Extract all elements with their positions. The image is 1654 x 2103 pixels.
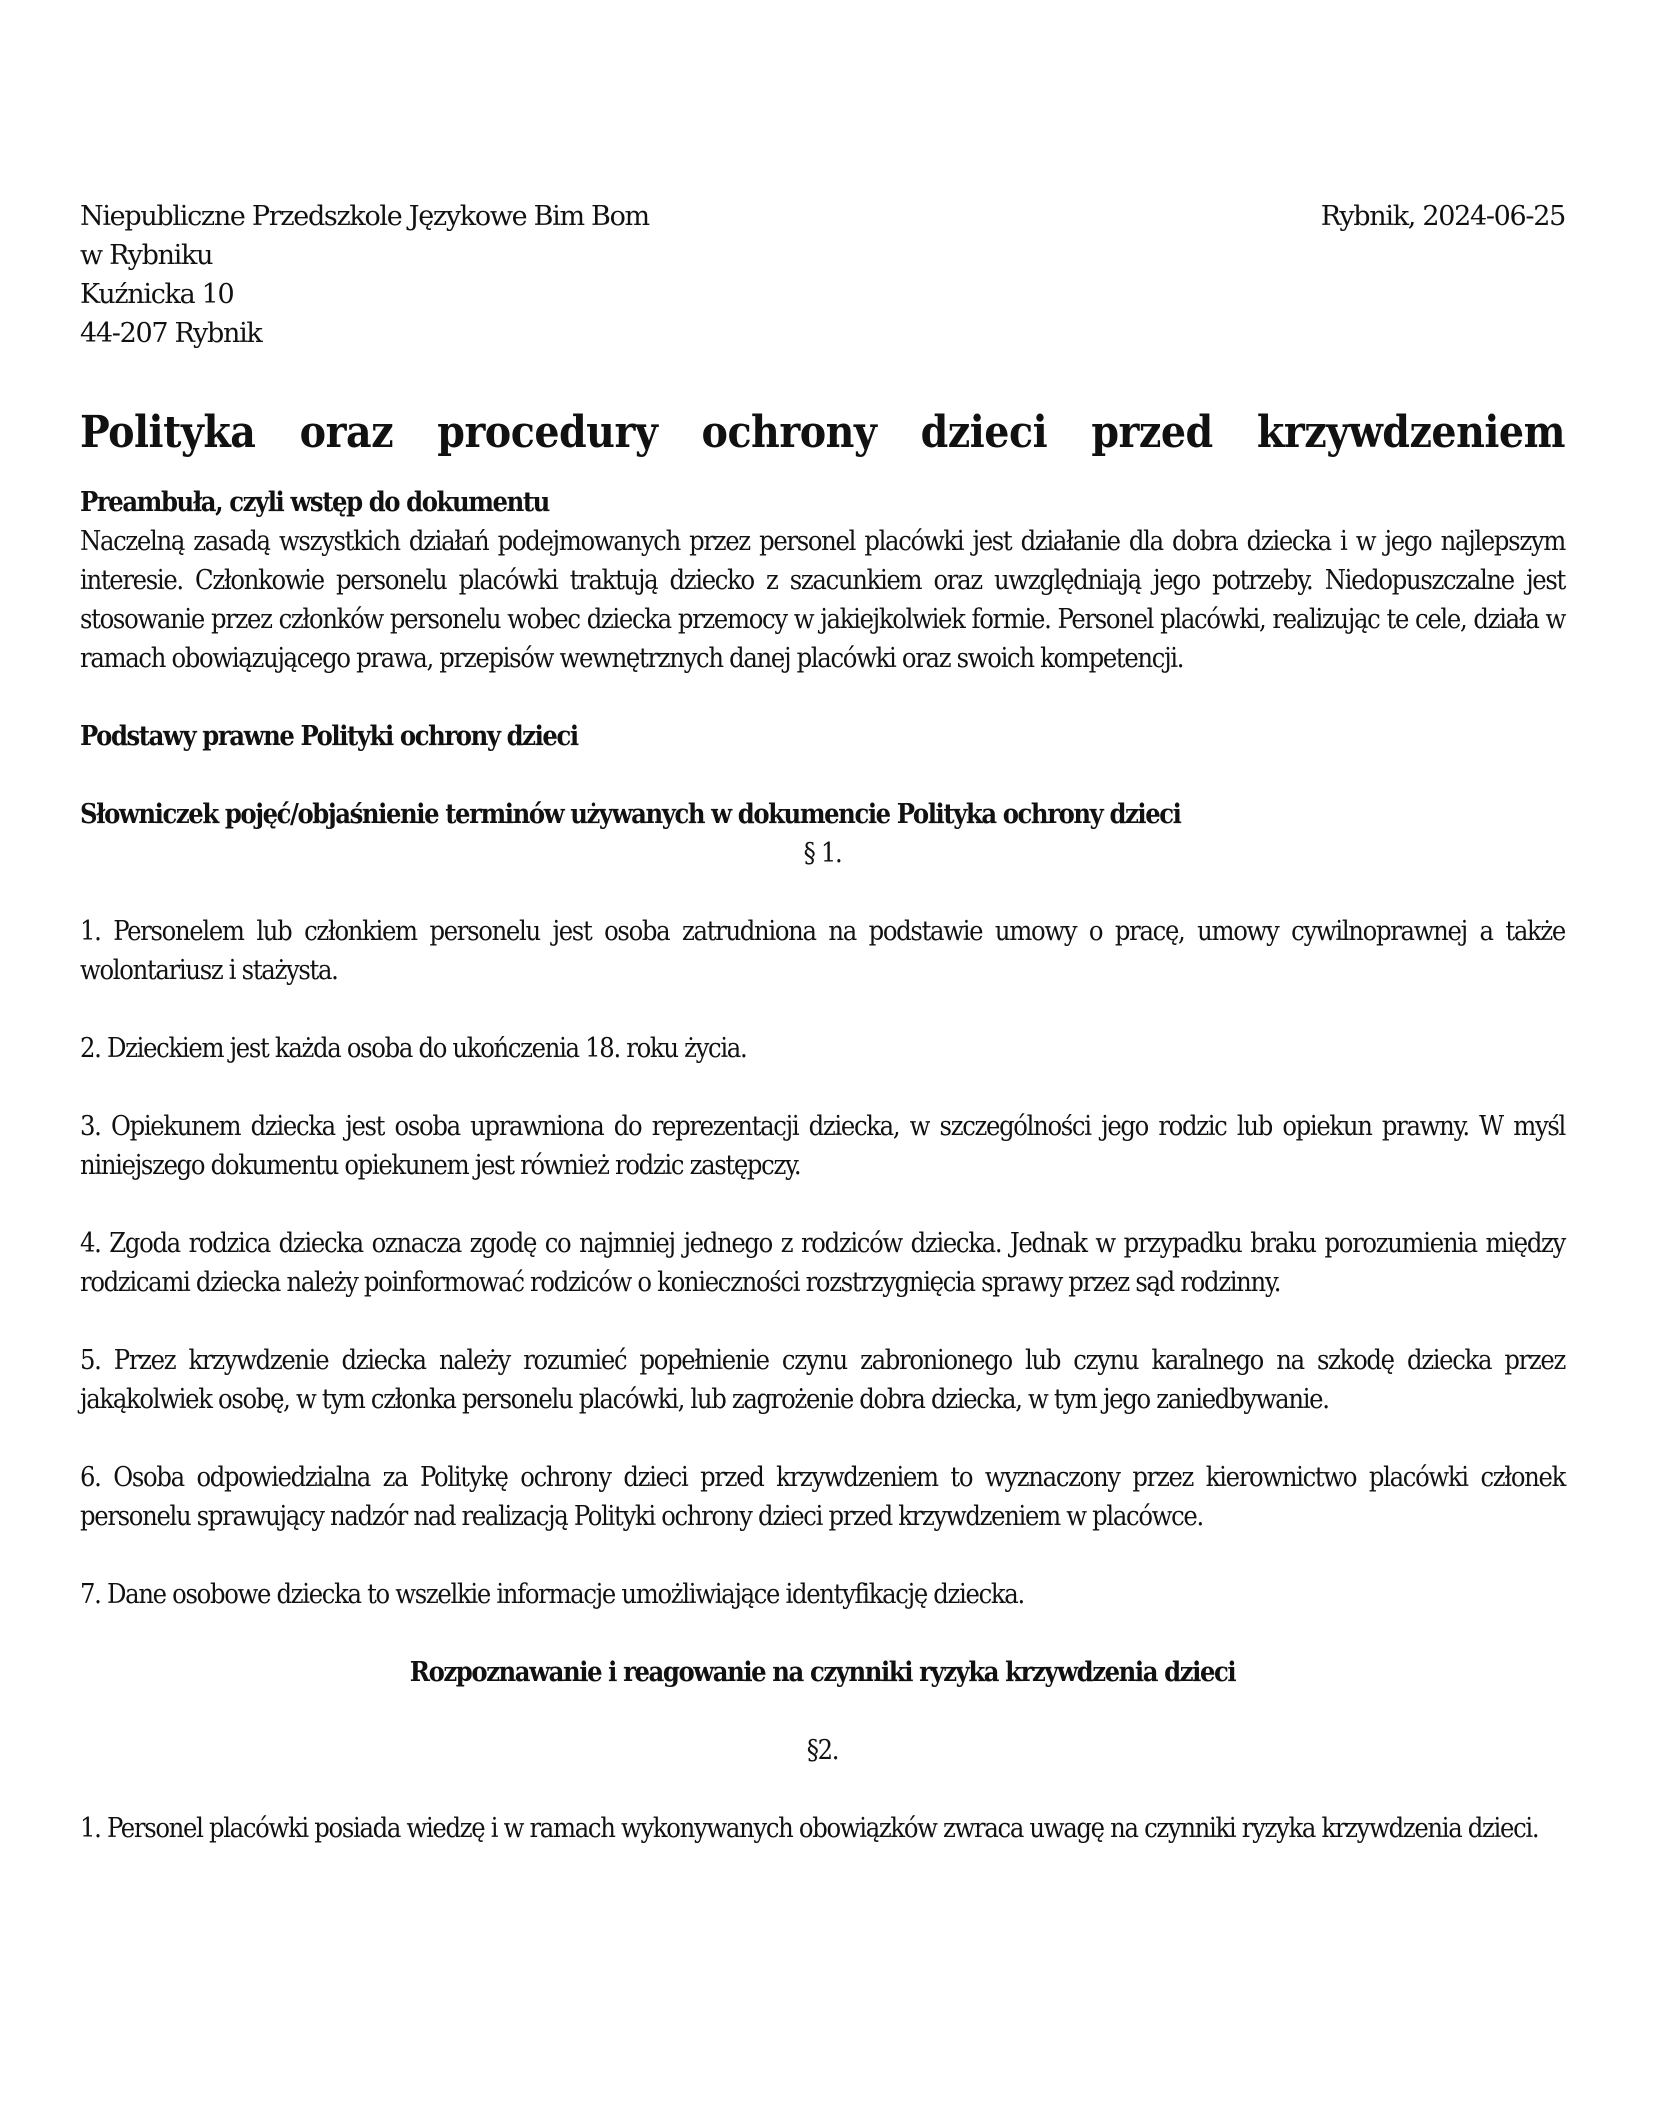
preamble-heading: Preambuła, czyli wstęp do dokumentu <box>80 487 549 518</box>
legal-basis-heading: Podstawy prawne Polityki ochrony dzieci <box>80 721 578 752</box>
glossary-item: 4. Zgoda rodzica dziecka oznacza zgodę co najmniej jednego z rodziców dziecka. Jednak w przypadku braku porozumienia między rodzicami dziecka należy poinformować rodziców o konieczności rozstrzygnięcia sprawy przez sąd rodzinny. <box>80 1228 1565 1298</box>
address-line: 44-207 Rybnik <box>80 318 262 349</box>
place-and-date: Rybnik, 2024-06-25 <box>1320 201 1565 232</box>
document-page <box>80 197 1565 1848</box>
section-mark-1: § 1. <box>803 838 842 869</box>
address-line: w Rybniku <box>80 240 213 271</box>
glossary-item: 6. Osoba odpowiedzialna za Politykę ochrony dzieci przed krzywdzeniem to wyznaczony przez kierownictwo placówki członek personelu sprawujący nadzór nad realizacją Polityki ochrony dzieci przed krzywdzeniem w placówce. <box>80 1462 1565 1532</box>
glossary-item: 3. Opiekunem dziecka jest osoba uprawniona do reprezentacji dziecka, w szczególności jego rodzic lub opiekun prawny. W myśl niniejszego dokumentu opiekunem jest również rodzic zastępczy. <box>80 1111 1565 1181</box>
risk-item: 1. Personel placówki posiada wiedzę i w ramach wykonywanych obowiązków zwraca uwagę na czynniki ryzyka krzywdzenia dzieci. <box>80 1813 1539 1844</box>
glossary-item: 1. Personelem lub członkiem personelu jest osoba zatrudniona na podstawie umowy o pracę, umowy cywilnoprawnej a także wolontariusz i stażysta. <box>80 916 1565 986</box>
address-line: Niepubliczne Przedszkole Językowe Bim Bom <box>80 201 649 232</box>
risk-section-heading: Rozpoznawanie i reagowanie na czynniki ryzyka krzywdzenia dzieci <box>409 1657 1236 1688</box>
preamble-text: Naczelną zasadą wszystkich działań podejmowanych przez personel placówki jest działanie dla dobra dziecka i w jego najlepszym interesie. Członkowie personelu placówki traktują dziecko z szacunkiem oraz uwzględniają jego potrzeby. Niedopuszczalne jest stosowanie przez członków personelu wobec dziecka przemocy w jakiejkolwiek formie. Personel placówki, realizując te cele, działa w ramach obowiązującego prawa, przepisów wewnętrznych danej placówki oraz swoich kompetencji. <box>80 526 1565 674</box>
document-header <box>80 197 1565 353</box>
document-title: Polityka oraz procedury ochrony dzieci przed krzywdzeniem <box>80 407 1565 458</box>
glossary-heading: Słowniczek pojęć/objaśnienie terminów używanych w dokumencie Polityka ochrony dzieci <box>80 799 1181 830</box>
glossary-item: 7. Dane osobowe dziecka to wszelkie informacje umożliwiające identyfikację dziecka. <box>80 1579 1024 1610</box>
glossary-item: 2. Dzieckiem jest każda osoba do ukończenia 18. roku życia. <box>80 1033 747 1064</box>
section-mark-2: §2. <box>806 1735 839 1766</box>
glossary-item: 5. Przez krzywdzenie dziecka należy rozumieć popełnienie czynu zabronionego lub czynu karalnego na szkodę dziecka przez jakąkolwiek osobę, w tym członka personelu placówki, lub zagrożenie dobra dziecka, w tym jego zaniedbywanie. <box>80 1345 1565 1415</box>
address-line: Kuźnicka 10 <box>80 279 234 310</box>
